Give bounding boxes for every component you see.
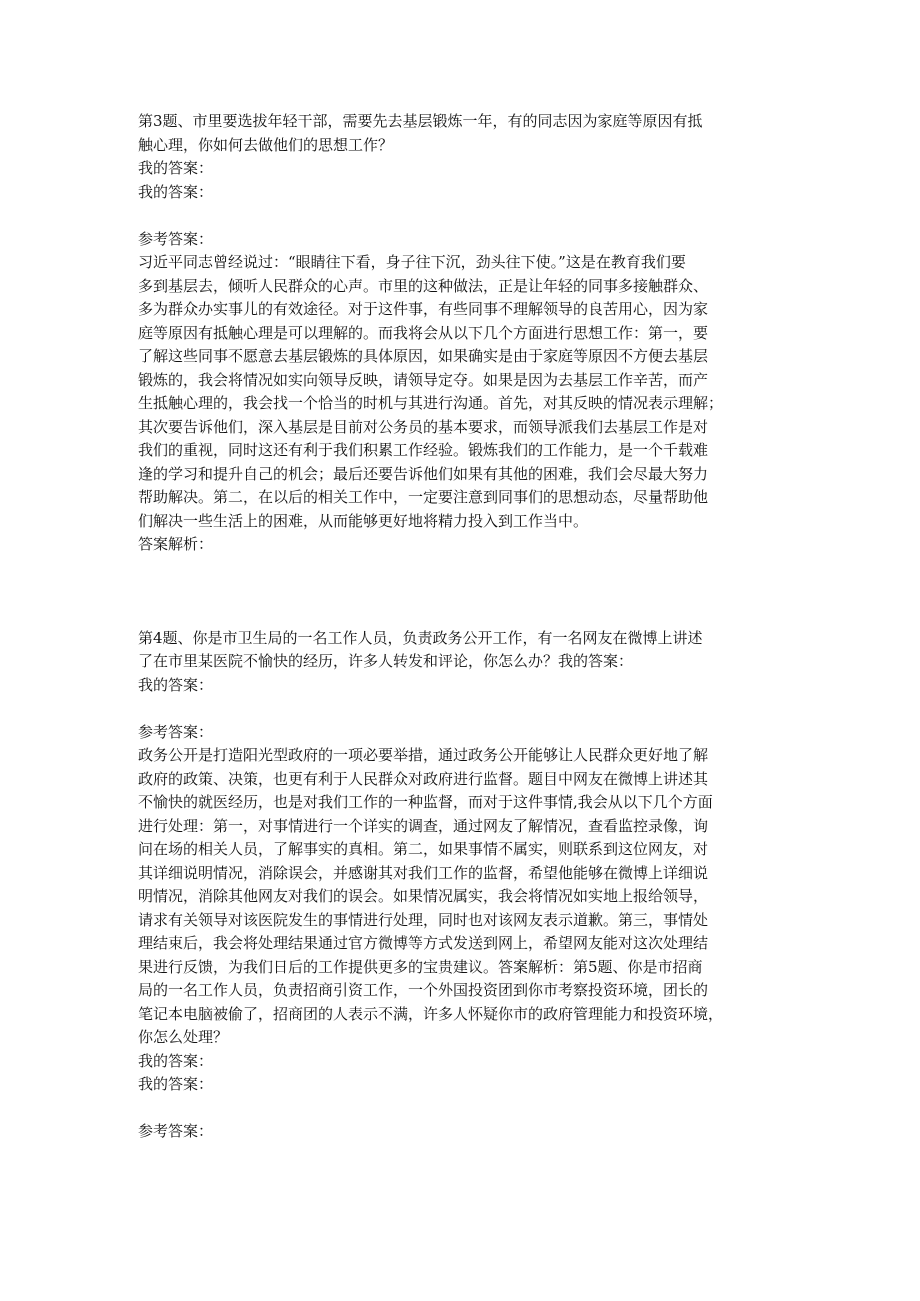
- q3-reference-line: 我们的重视，同时这还有利于我们积累工作经验。锻炼我们的工作能力，是一个千载难: [138, 441, 709, 459]
- q3-reference-line: 锻炼的，我会将情况如实向领导反映，请领导定夺。如果是因为去基层工作辛苦，而产: [138, 370, 709, 389]
- q4-reference-line: 不愉快的就医经历，也是对我们工作的一种监督，而对于这件事情,我会从以下几个方面: [138, 793, 713, 811]
- q4-reference-line: 明情况，消除其他网友对我们的误会。如果情况属实，我会将情况如实地上报给领导，: [138, 887, 709, 905]
- q4-reference-line: 理结束后，我会将处理结果通过官方微博等方式发送到网上，希望网友能对这次处理结: [138, 934, 709, 952]
- q3-reference-line: 多为群众办实事儿的有效途径。对于这件事，有些同事不理解领导的良苦用心，因为家: [138, 300, 709, 318]
- q5-my-answer-label: 我的答案：: [138, 1051, 214, 1070]
- q4-reference-line: 政务公开是打造阳光型政府的一项必要举措，通过政务公开能够让人民群众更好地了解: [138, 746, 709, 764]
- question-3: [138, 110, 803, 557]
- q3-reference-line: 了解这些同事不愿意去基层锻炼的具体原因，如果确实是由于家庭等原因不方便去基层: [138, 347, 709, 365]
- q5-reference-answer-label: 参考答案：: [138, 1122, 214, 1140]
- q3-reference-line: 习近平同志曾经说过：“眼睛往下看，身子往下沉，劲头往下使。”这是在教育我们要: [138, 253, 686, 271]
- q3-reference-line: 其次要告诉他们，深入基层是目前对公务员的基本要求，而领导派我们去基层工作是对: [138, 417, 709, 436]
- q3-reference-line: 逢的学习和提升自己的机会；最后还要告诉他们如果有其他的困难，我们会尽最大努力: [138, 464, 709, 483]
- q4-my-answer-label: 我的答案：: [138, 675, 214, 694]
- q3-title-line: 第3题、市里要选拔年轻干部，需要先去基层锻炼一年，有的同志因为家庭等原因有抵: [138, 112, 703, 130]
- q4-reference-line: 局的一名工作人员，负责招商引资工作，一个外国投资团到你市考察投资环境，团长的: [138, 981, 709, 999]
- question-5: [138, 1050, 803, 1144]
- q3-title-line: 触心理，你如何去做他们的思想工作？: [138, 135, 394, 154]
- document-page: [138, 110, 803, 1144]
- q4-reference-answer-label: 参考答案：: [138, 722, 214, 741]
- q3-my-answer-label: 我的答案：: [138, 159, 214, 177]
- q4-reference-line: 笔记本电脑被偷了，招商团的人表示不满，许多人怀疑你市的政府管理能力和投资环境，: [138, 1004, 724, 1023]
- q3-analysis-label: 答案解析：: [138, 535, 214, 553]
- q4-reference-line: 问在场的相关人员，了解事实的真相。第二，如果事情不属实，则联系到这位网友，对: [138, 840, 709, 858]
- q4-reference-line: 果进行反馈，为我们日后的工作提供更多的宝贵建议。答案解析：第5题、你是市招商: [138, 957, 703, 976]
- q3-reference-answer-label: 参考答案：: [138, 229, 214, 248]
- q3-reference-line: 们解决一些生活上的困难，从而能够更好地将精力投入到工作当中。: [138, 511, 589, 530]
- question-4: [138, 627, 803, 1050]
- q4-reference-line: 政府的政策、决策，也更有利于人民群众对政府进行监督。题目中网友在微博上讲述其: [138, 769, 709, 788]
- q5-my-answer-label: 我的答案：: [138, 1075, 214, 1093]
- q4-reference-line: 进行处理：第一，对事情进行一个详实的调查，通过网友了解情况，查看监控录像，询: [138, 816, 709, 835]
- q3-my-answer-label: 我的答案：: [138, 182, 214, 201]
- q3-reference-line: 多到基层去，倾听人民群众的心声。市里的这种做法，正是让年轻的同事多接触群众、: [138, 276, 709, 295]
- q3-reference-line: 帮助解决。第二，在以后的相关工作中，一定要注意到同事们的思想动态，尽量帮助他: [138, 488, 709, 506]
- q4-title-line: 了在市里某医院不愉快的经历，许多人转发和评论，你怎么办？我的答案：: [138, 652, 634, 670]
- q3-reference-line: 生抵触心理的，我会找一个恰当的时机与其进行沟通。首先，对其反映的情况表示理解；: [138, 394, 724, 412]
- q4-reference-line: 你怎么处理？: [138, 1028, 229, 1046]
- q4-title-line: 第4题、你是市卫生局的一名工作人员，负责政务公开工作，有一名网友在微博上讲述: [138, 628, 703, 647]
- q4-reference-line: 其详细说明情况，消除误会，并感谢其对我们工作的监督，希望他能够在微博上详细说: [138, 863, 709, 882]
- q3-reference-line: 庭等原因有抵触心理是可以理解的。而我将会从以下几个方面进行思想工作：第一，要: [138, 323, 709, 342]
- q4-reference-line: 请求有关领导对该医院发生的事情进行处理，同时也对该网友表示道歉。第三，事情处: [138, 910, 709, 929]
